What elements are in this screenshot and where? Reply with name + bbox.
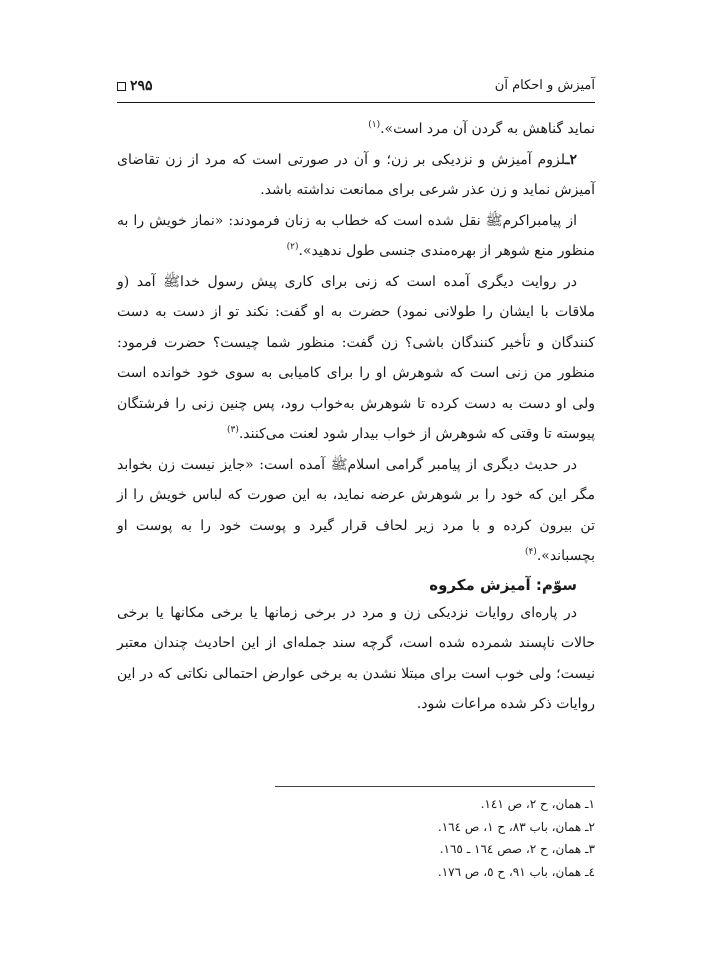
paragraph-5: [117, 450, 595, 572]
paragraph-1: [117, 114, 595, 145]
main-text: [117, 114, 595, 720]
paragraph-text: نماید گناهش به گردن آن مرد است».: [380, 121, 595, 137]
footnote-ref-3: (۳): [226, 425, 239, 435]
footnote-rule: [275, 786, 595, 787]
section-heading: سوّم: آمیزش مکروه: [429, 575, 577, 594]
square-icon: [117, 82, 126, 91]
page-header: [117, 78, 595, 100]
footnote-2: ۲ـ همان، باب ۸۳، ح ۱، ص ١٦٤.: [437, 819, 595, 834]
paragraph-text: در روایت دیگری آمده است که زنی برای کاری پیش رسول خداﷺ آمد (و ملاقات با ایشان را طولانی نمود) حضرت به او گفت: نکند تو از دست به دست کنندگان و تأخیر کنندگان باشی؟ زن گفت: منظور شما چیست؟ حضرت فرمود: منظور من زنی است که شوهرش او را برای کامیابی به سوی خود خوانده است ولی او دست به دست کرده تا شوهرش به‌خواب رود، پس چنین زنی را فرشتگان پیوسته تا وقتی که شوهرش از خواب بیدار شود لعنت می‌کنند.: [117, 273, 595, 442]
running-title: آمیزش و احکام آن: [494, 78, 595, 93]
item-number: ۲ـ: [565, 151, 577, 168]
footnote-ref-1: (۱): [368, 120, 381, 130]
footnote-4: ٤ـ همان، باب ۹۱، ح ٥، ص ١٧٦.: [437, 864, 595, 879]
header-rule: [117, 102, 595, 103]
footnote-1: ۱ـ همان، ح ۲، ص ١٤١.: [480, 797, 595, 811]
page-number: ۲۹۵: [130, 78, 153, 94]
page-number-group: [117, 78, 153, 94]
paragraph-3: [117, 206, 595, 267]
paragraph-text: در حدیث دیگری از پیامبر گرامی اسلامﷺ آمده است: «جایز نیست زن بخوابد مگر این که خود را بر شوهرش عرضه نماید، به این صورت که لباس خویش را از تن بیرون کرده و با مرد زیر لحاف قرار گیرد و پوست خود را به پوست او بچسباند».: [117, 456, 595, 564]
paragraph-text: لزوم آمیزش و نزدیکی بر زن؛ و آن در صورتی است که مرد از زن تقاضای آمیزش نماید و زن عذر شرعی برای ممانعت نداشته باشد.: [117, 151, 595, 198]
section-paragraph: در پاره‌ای روایات نزدیکی زن و مرد در برخی زمانها یا برخی مکانها یا برخی حالات ناپسند شمرده شده است، گرچه سند جمله‌ای از این احادیث چندان معتبر نیست؛ ولی خوب است برای مبتلا نشدن به برخی عوارض احتمالی نکاتی که در این روایات ذکر شده مراعات شود.: [117, 604, 595, 712]
footnotes: [117, 793, 595, 883]
footnote-ref-2: (۲): [286, 242, 299, 252]
paragraph-4: [117, 267, 595, 450]
footnote-ref-4: (۴): [524, 547, 537, 557]
footnote-3: ۳ـ همان، ح ۲، صص ١٦٤ ـ ١٦٥.: [439, 842, 595, 856]
paragraph-text: از پیامبراکرمﷺ نقل شده است که خطاب به زنان فرمودند: «نماز خویش را به منظور منع شوهر از بهره‌مندی جنسی طول ندهید».: [117, 212, 595, 259]
paragraph-2: [117, 145, 595, 206]
